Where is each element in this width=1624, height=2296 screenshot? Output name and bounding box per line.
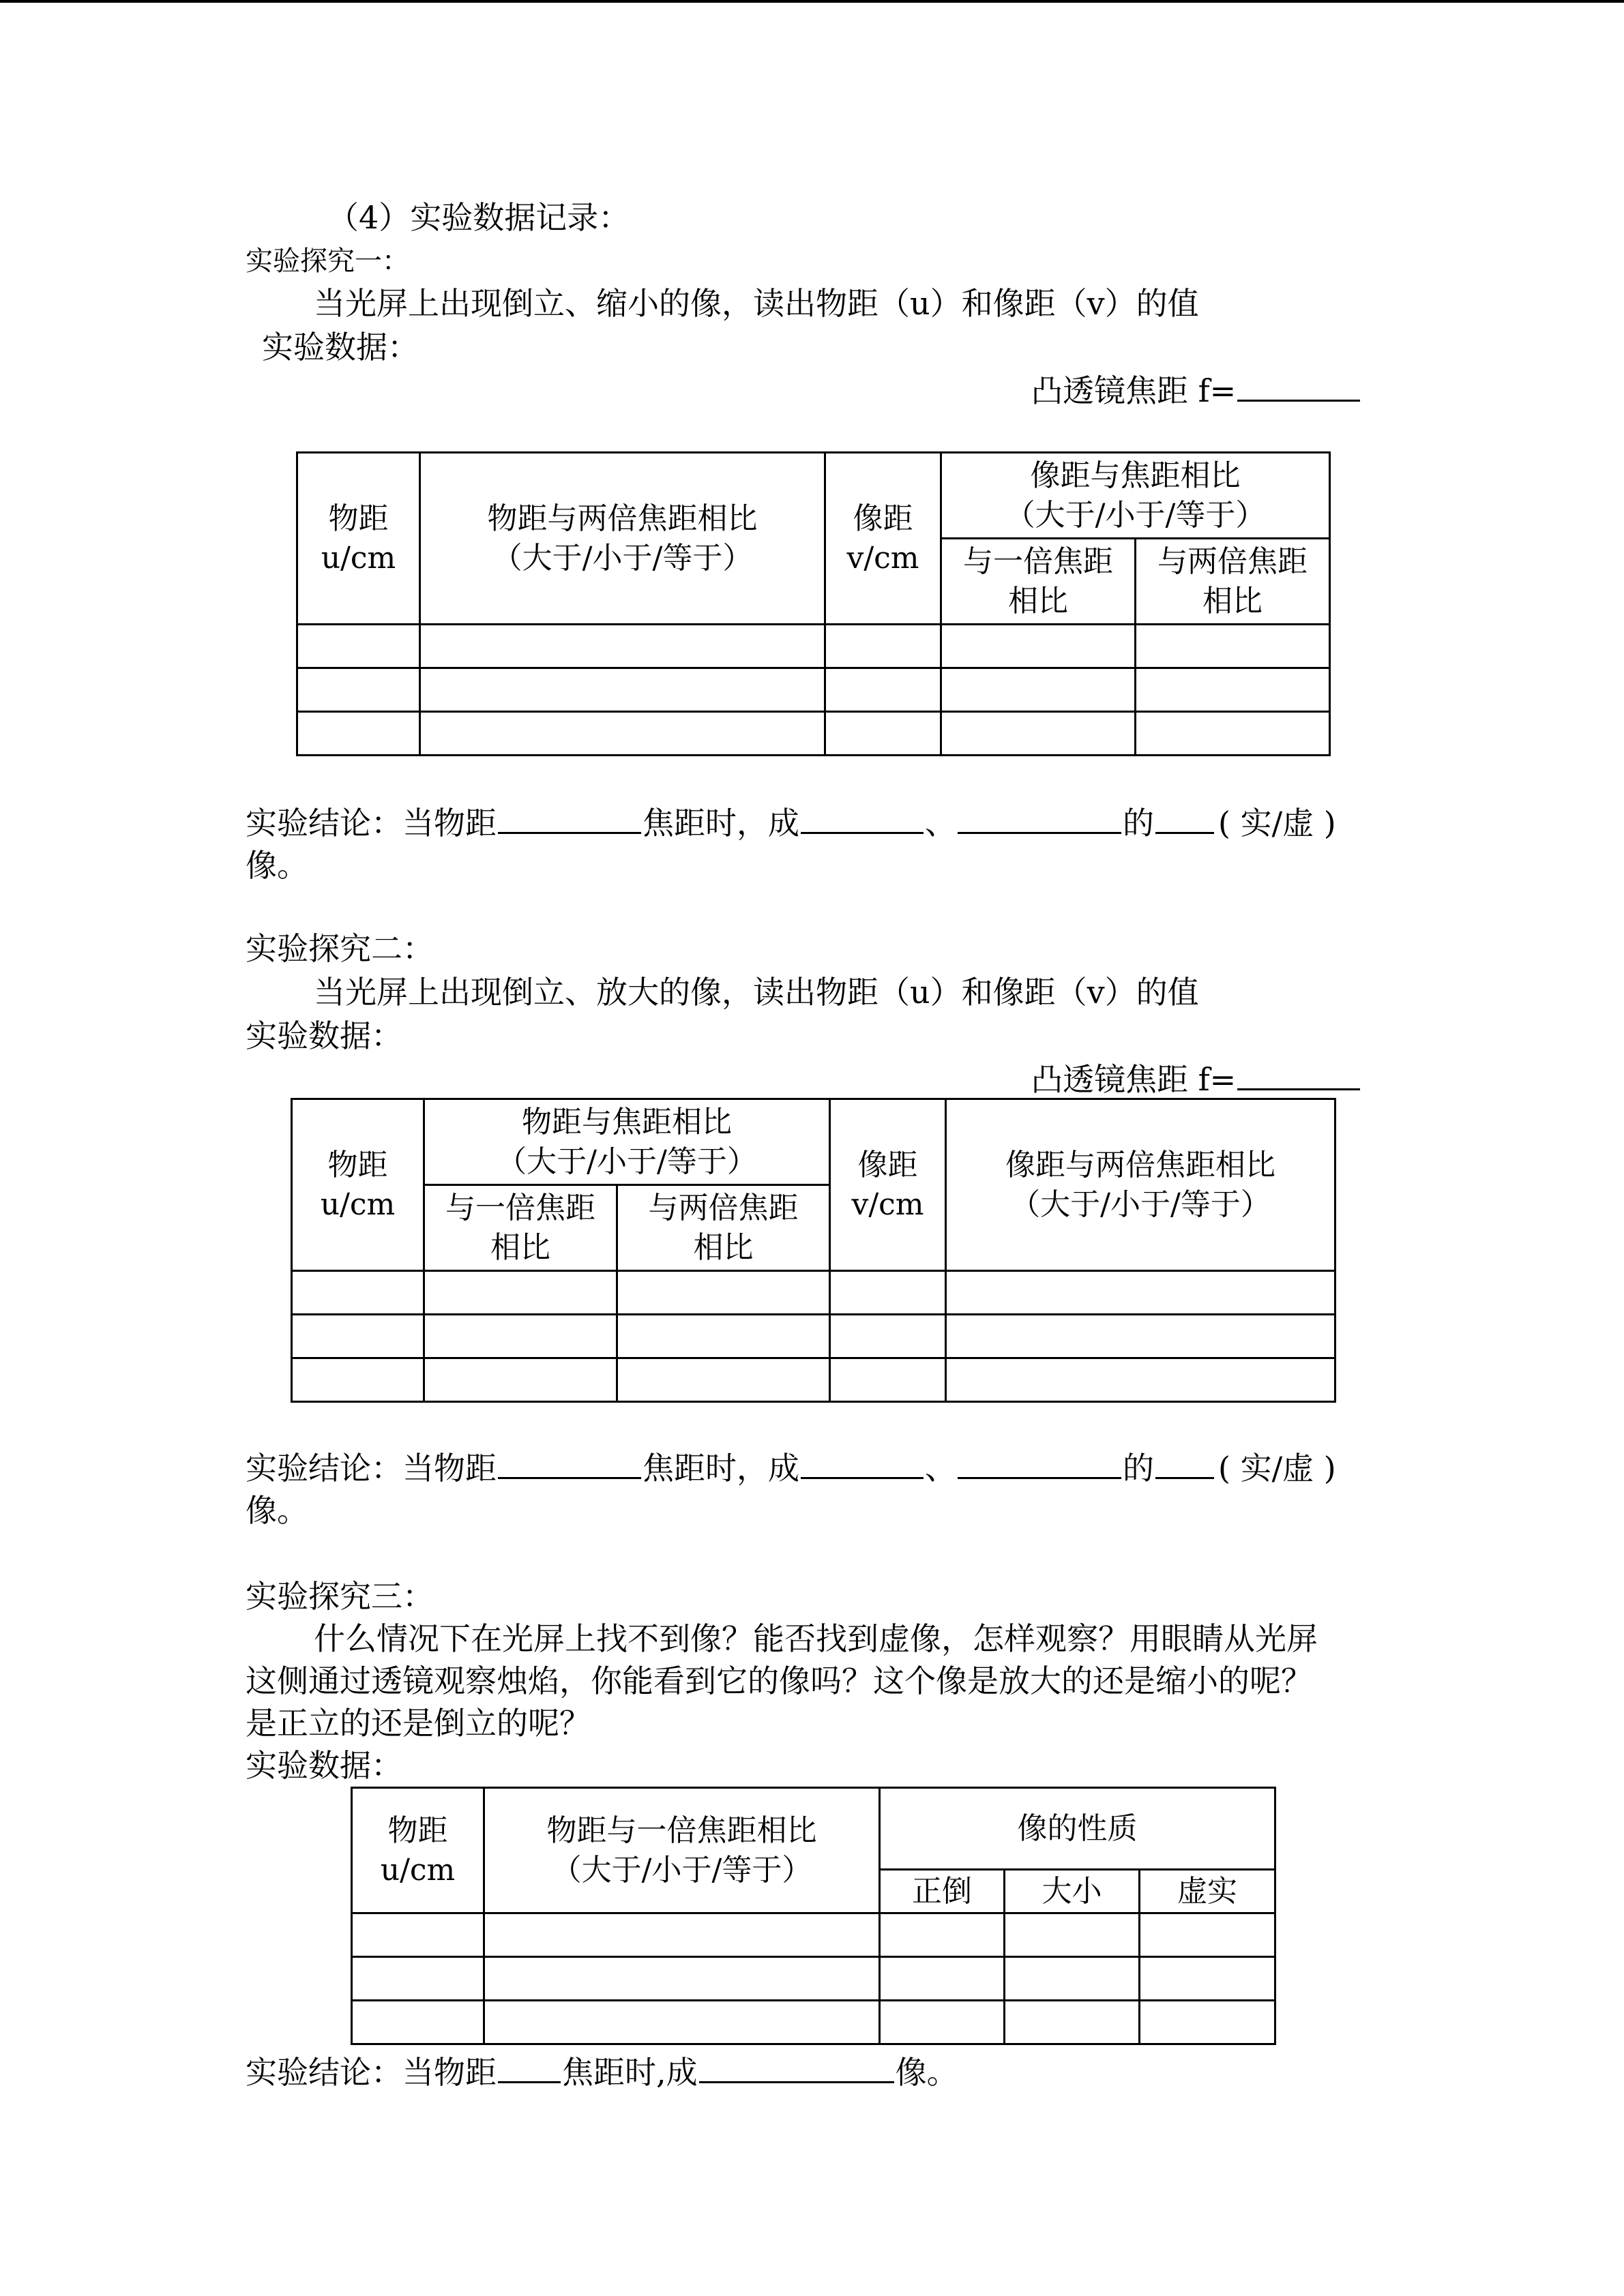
table-cell[interactable] (946, 1315, 1335, 1358)
exp1-data-label: 实验数据： (262, 329, 419, 366)
exp1-conclusion: 实验结论：当物距 焦距时，成 、 的 ( 实/虚 ) 像。 (246, 801, 1378, 886)
table-cell[interactable] (297, 712, 420, 756)
exp3-header-real-virtual: 虚实 (1140, 1870, 1275, 1913)
table-cell[interactable] (941, 625, 1136, 668)
exp3-question-line3: 是正立的还是倒立的呢？ (246, 1705, 591, 1742)
table-cell[interactable] (1136, 712, 1330, 756)
table-row (292, 1315, 1335, 1358)
exp1-focal-label: 凸透镜焦距 f= (1031, 372, 1237, 409)
table-cell[interactable] (830, 1315, 946, 1358)
exp2-header-u-one: 与一倍焦距 相比 (424, 1185, 617, 1271)
exp1-focal-length (1031, 368, 1361, 412)
exp3-header-u: 物距 u/cm (352, 1788, 484, 1913)
exp2-blank-type[interactable] (1155, 1446, 1214, 1479)
exp2-header-u: 物距 u/cm (292, 1099, 424, 1271)
table-cell[interactable] (1005, 2001, 1140, 2044)
exp1-data-table (296, 451, 1331, 756)
exp3-header-property: 像的性质 (880, 1788, 1275, 1870)
exp2-focal-length (1031, 1057, 1361, 1101)
exp1-title: 实验探究一： (246, 245, 409, 277)
table-cell[interactable] (880, 2001, 1005, 2044)
table-cell[interactable] (617, 1315, 830, 1358)
table-cell[interactable] (825, 712, 941, 756)
table-cell[interactable] (825, 625, 941, 668)
table-row (352, 2001, 1275, 2044)
table-cell[interactable] (941, 712, 1136, 756)
table-cell[interactable] (484, 1913, 880, 1957)
table-cell[interactable] (352, 2001, 484, 2044)
table-cell[interactable] (297, 668, 420, 712)
exp1-focal-blank[interactable] (1237, 368, 1360, 402)
exp2-blank-distance[interactable] (498, 1446, 641, 1479)
table-cell[interactable] (946, 1271, 1335, 1315)
exp2-blank-size[interactable] (958, 1446, 1121, 1479)
exp1-blank-orientation[interactable] (801, 801, 924, 834)
exp3-blank-image[interactable] (699, 2050, 894, 2083)
table-cell[interactable] (352, 1913, 484, 1957)
exp3-header-orientation: 正倒 (880, 1870, 1005, 1913)
exp2-header-v: 像距 v/cm (830, 1099, 946, 1271)
table-cell[interactable] (352, 1957, 484, 2001)
exp1-header-v-one: 与一倍焦距 相比 (941, 539, 1136, 625)
exp1-blank-size[interactable] (958, 801, 1121, 834)
exp3-header-size: 大小 (1005, 1870, 1140, 1913)
exp2-conclusion: 实验结论：当物距 焦距时，成 、 的 ( 实/虚 ) 像。 (246, 1446, 1378, 1532)
table-cell[interactable] (484, 2001, 880, 2044)
page-top-border (0, 0, 1624, 3)
table-cell[interactable] (1140, 2001, 1275, 2044)
exp3-header-u-compare: 物距与一倍焦距相比 （大于/小于/等于） (484, 1788, 880, 1913)
table-cell[interactable] (617, 1358, 830, 1402)
exp2-data-label: 实验数据： (246, 1017, 402, 1054)
exp3-blank-distance[interactable] (498, 2050, 561, 2083)
table-cell[interactable] (1136, 625, 1330, 668)
table-row (292, 1271, 1335, 1315)
table-cell[interactable] (1005, 1957, 1140, 2001)
table-cell[interactable] (880, 1957, 1005, 2001)
table-row (352, 1957, 1275, 2001)
table-cell[interactable] (297, 625, 420, 668)
exp2-focal-blank[interactable] (1237, 1057, 1360, 1090)
table-cell[interactable] (941, 668, 1136, 712)
exp2-blank-orientation[interactable] (801, 1446, 924, 1479)
exp3-question-line1: 什么情况下在光屏上找不到像？能否找到虚像，怎样观察？用眼睛从光屏 (314, 1620, 1318, 1657)
exp2-data-table (291, 1098, 1336, 1403)
exp2-focal-label: 凸透镜焦距 f= (1031, 1061, 1237, 1098)
table-row (297, 712, 1330, 756)
exp1-instruction: 当光屏上出现倒立、缩小的像，读出物距（u）和像距（v）的值 (314, 285, 1199, 322)
exp3-data-table (351, 1787, 1276, 2045)
table-cell[interactable] (484, 1957, 880, 2001)
table-cell[interactable] (880, 1913, 1005, 1957)
exp1-blank-distance[interactable] (498, 801, 641, 834)
table-cell[interactable] (1140, 1913, 1275, 1957)
table-cell[interactable] (292, 1358, 424, 1402)
exp3-conclusion: 实验结论：当物距 焦距时,成 像。 (246, 2050, 1378, 2093)
table-cell[interactable] (424, 1271, 617, 1315)
table-row (297, 625, 1330, 668)
table-cell[interactable] (424, 1315, 617, 1358)
table-cell[interactable] (1005, 1913, 1140, 1957)
exp1-header-u: 物距 u/cm (297, 453, 420, 625)
exp1-header-v: 像距 v/cm (825, 453, 941, 625)
exp1-header-u-compare: 物距与两倍焦距相比 （大于/小于/等于） (420, 453, 825, 625)
exp1-header-v-compare: 像距与焦距相比 （大于/小于/等于） (941, 453, 1330, 539)
table-cell[interactable] (1136, 668, 1330, 712)
exp2-header-u-compare: 物距与焦距相比 （大于/小于/等于） (424, 1099, 830, 1185)
section-heading: （4）实验数据记录： (327, 199, 630, 236)
table-cell[interactable] (292, 1271, 424, 1315)
exp3-data-label: 实验数据： (246, 1747, 402, 1784)
table-row (297, 668, 1330, 712)
exp2-title: 实验探究二： (246, 930, 434, 967)
table-row (352, 1913, 1275, 1957)
table-cell[interactable] (420, 712, 825, 756)
exp1-blank-type[interactable] (1155, 801, 1214, 834)
table-cell[interactable] (420, 625, 825, 668)
table-cell[interactable] (830, 1358, 946, 1402)
table-cell[interactable] (825, 668, 941, 712)
exp2-header-v-compare: 像距与两倍焦距相比 （大于/小于/等于） (946, 1099, 1335, 1271)
table-cell[interactable] (292, 1315, 424, 1358)
table-cell[interactable] (424, 1358, 617, 1402)
table-cell[interactable] (830, 1271, 946, 1315)
table-cell[interactable] (946, 1358, 1335, 1402)
exp1-header-v-two: 与两倍焦距 相比 (1136, 539, 1330, 625)
table-cell[interactable] (617, 1271, 830, 1315)
table-row (292, 1358, 1335, 1402)
table-cell[interactable] (420, 668, 825, 712)
exp3-question-line2: 这侧通过透镜观察烛焰，你能看到它的像吗？这个像是放大的还是缩小的呢？ (246, 1663, 1312, 1699)
exp2-instruction: 当光屏上出现倒立、放大的像，读出物距（u）和像距（v）的值 (314, 974, 1199, 1011)
exp2-header-u-two: 与两倍焦距 相比 (617, 1185, 830, 1271)
exp3-title: 实验探究三： (246, 1578, 434, 1615)
table-cell[interactable] (1140, 1957, 1275, 2001)
